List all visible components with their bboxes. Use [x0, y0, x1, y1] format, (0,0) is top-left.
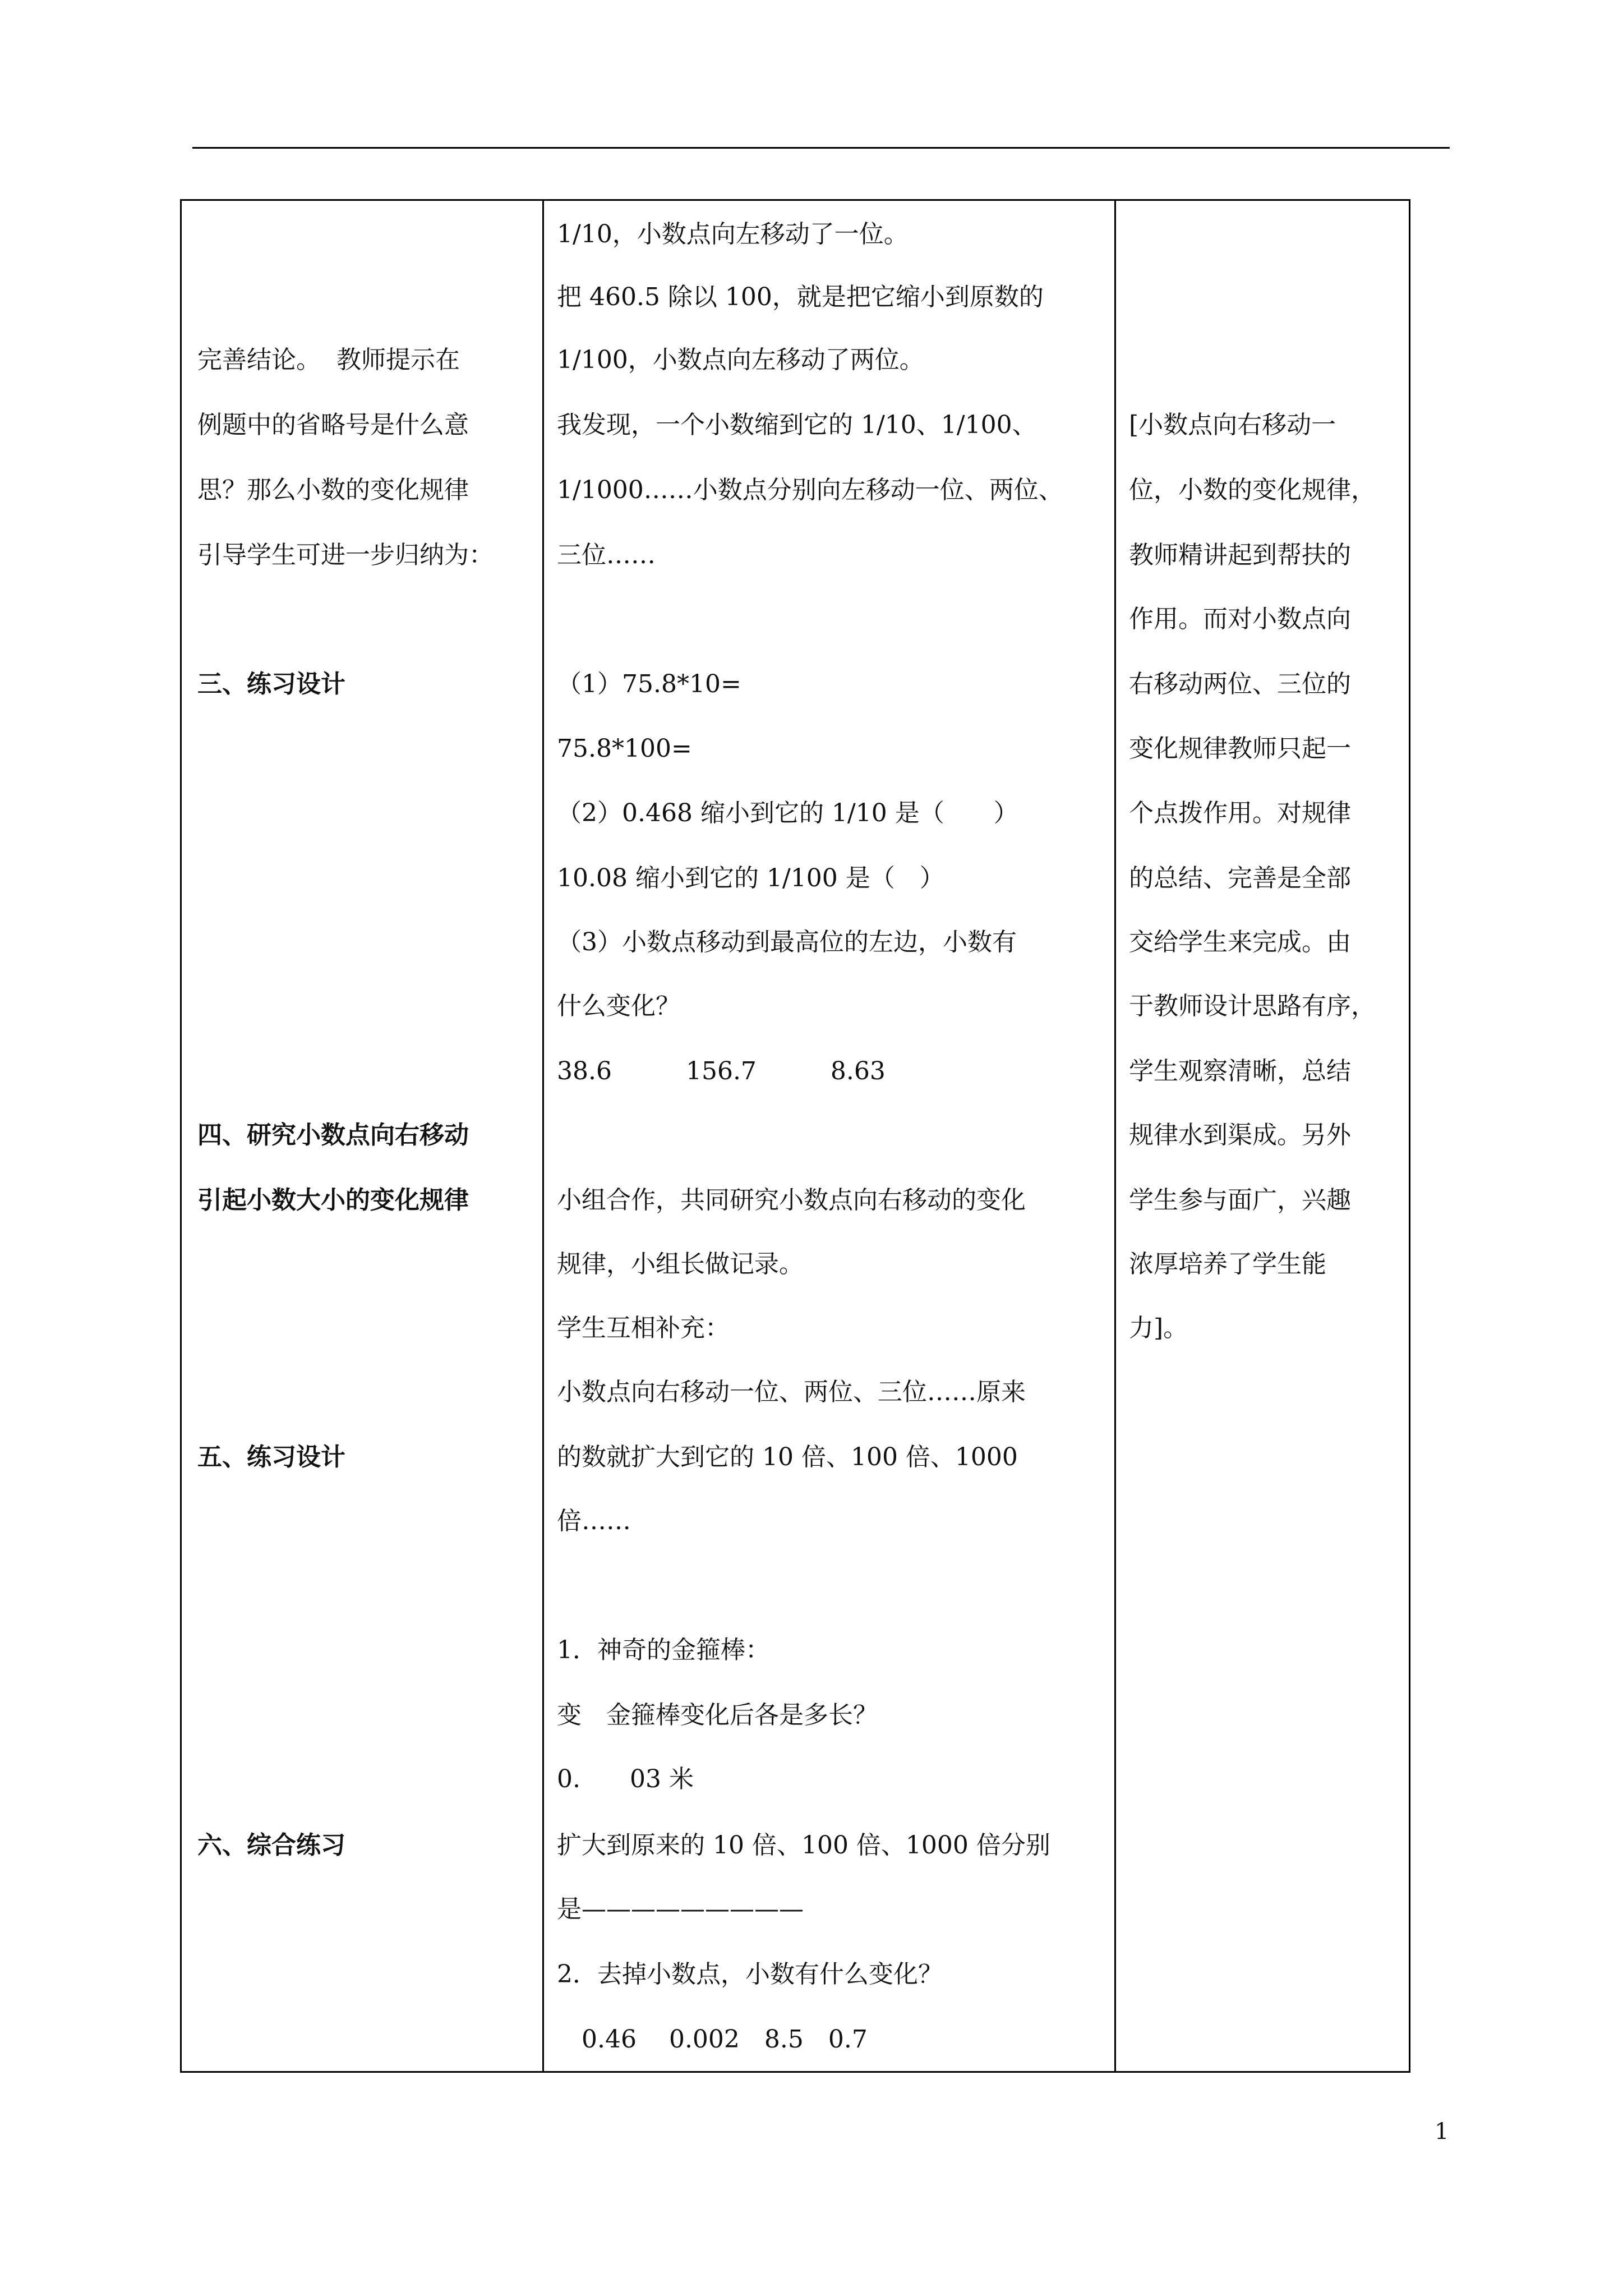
exercise-line: （3）小数点移动到最高位的左边，小数有 [557, 928, 1017, 956]
note-line: 作用。而对小数点向 [1129, 605, 1351, 633]
group-work-line: 的数就扩大到它的 10 倍、100 倍、1000 [557, 1443, 1018, 1471]
conclusion-line-4: 引导学生可进一步归纳为： [197, 541, 494, 569]
practice-line: 0.46 0.002 8.5 0.7 [557, 2025, 868, 2054]
practice-line: 1．神奇的金箍棒： [557, 1636, 770, 1664]
practice-line: 变 金箍棒变化后各是多长？ [557, 1701, 878, 1729]
exercise-line: 10.08 缩小到它的 1/100 是（ ） [557, 864, 944, 892]
activity-line: 我发现，一个小数缩到它的 1/10、1/100、 [557, 411, 1037, 439]
group-work-line: 规律，小组长做记录。 [557, 1250, 804, 1278]
activity-line: 1/1000……小数点分别向左移动一位、两位、 [557, 476, 1063, 504]
note-line: 力]。 [1129, 1314, 1188, 1342]
section-five-heading: 五、练习设计 [197, 1443, 345, 1471]
section-four-heading-line-1: 四、研究小数点向右移动 [197, 1121, 469, 1149]
practice-line: 是————————— [557, 1895, 804, 1924]
header-rule [192, 147, 1450, 149]
exercise-line: 75.8*100= [557, 734, 692, 763]
exercise-line: （2）0.468 缩小到它的 1/10 是（ ） [557, 799, 1018, 827]
column-divider-2 [1114, 201, 1116, 2071]
column-divider-1 [542, 201, 544, 2071]
group-work-line: 小数点向右移动一位、两位、三位……原来 [557, 1378, 1026, 1406]
group-work-line: 学生互相补充： [557, 1314, 730, 1342]
exercise-line: 什么变化？ [557, 992, 680, 1020]
note-line: 学生观察清晰，总结 [1129, 1057, 1351, 1085]
activity-line: 把 460.5 除以 100，就是把它缩小到原数的 [557, 283, 1044, 311]
note-line: 变化规律教师只起一 [1129, 734, 1351, 763]
conclusion-line-2: 例题中的省略号是什么意 [197, 411, 469, 439]
note-line: 右移动两位、三位的 [1129, 670, 1351, 698]
exercise-line: 38.6 156.7 8.63 [557, 1057, 886, 1085]
note-line: 于教师设计思路有序， [1129, 992, 1376, 1020]
section-three-heading: 三、练习设计 [197, 670, 345, 698]
group-work-line: 倍…… [557, 1507, 631, 1535]
section-four-heading-line-2: 引起小数大小的变化规律 [197, 1186, 469, 1214]
practice-line: 扩大到原来的 10 倍、100 倍、1000 倍分别 [557, 1831, 1050, 1860]
activity-line: 三位…… [557, 541, 656, 569]
page-number: 1 [1435, 2119, 1449, 2145]
activity-line: 1/100，小数点向左移动了两位。 [557, 346, 924, 374]
note-line: 的总结、完善是全部 [1129, 864, 1351, 892]
conclusion-line-1: 完善结论。 教师提示在 [197, 346, 460, 374]
section-six-heading: 六、综合练习 [197, 1831, 345, 1860]
note-line: 浓厚培养了学生能 [1129, 1250, 1326, 1278]
note-line: 教师精讲起到帮扶的 [1129, 541, 1351, 569]
activity-line: 1/10，小数点向左移动了一位。 [557, 220, 909, 249]
exercise-line: （1）75.8*10= [557, 670, 741, 698]
note-line: 个点拨作用。对规律 [1129, 799, 1351, 827]
note-line: 规律水到渠成。另外 [1129, 1121, 1351, 1149]
practice-line: 2．去掉小数点，小数有什么变化？ [557, 1960, 943, 1989]
note-line: 学生参与面广，兴趣 [1129, 1186, 1351, 1214]
practice-line: 0. 03 米 [557, 1765, 694, 1793]
group-work-line: 小组合作，共同研究小数点向右移动的变化 [557, 1186, 1026, 1214]
conclusion-line-3: 思？那么小数的变化规律 [197, 476, 469, 504]
note-line: 交给学生来完成。由 [1129, 928, 1351, 956]
note-line: 位，小数的变化规律， [1129, 476, 1376, 504]
note-line: [小数点向右移动一 [1129, 411, 1336, 439]
